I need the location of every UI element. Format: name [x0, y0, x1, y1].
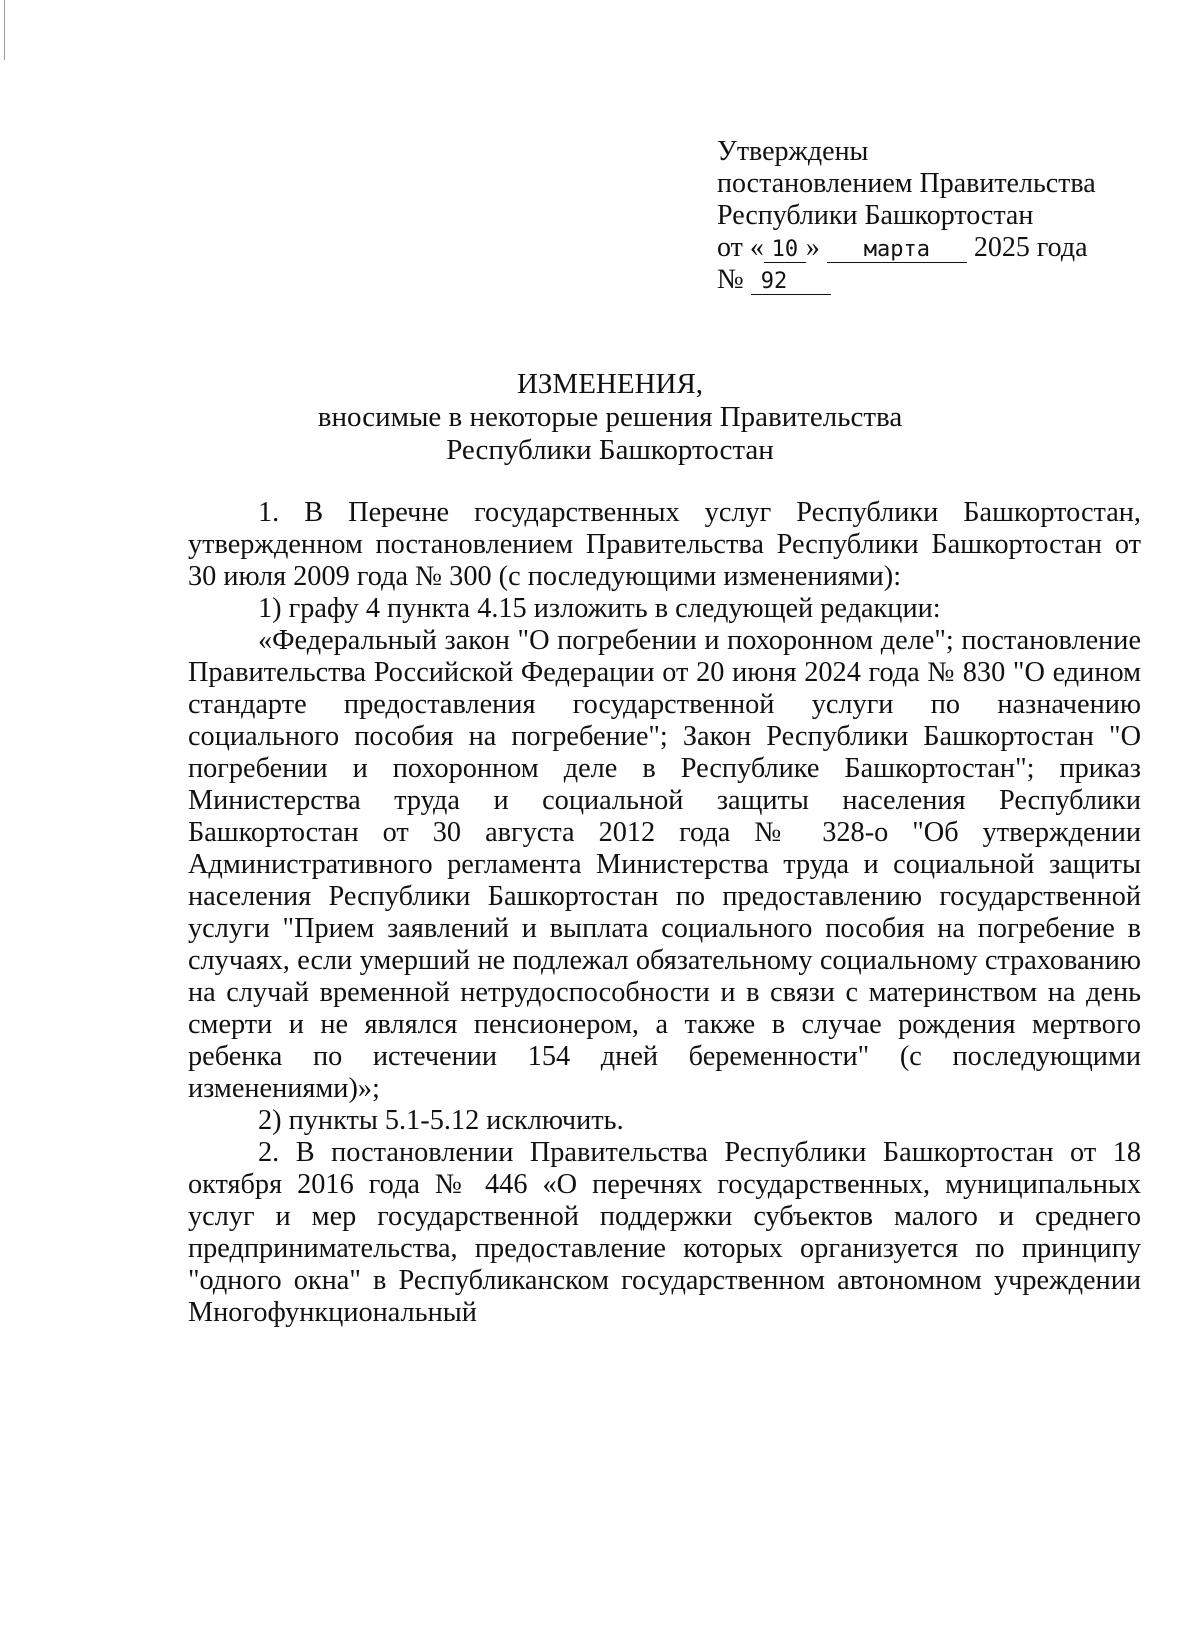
document-heading: ИЗМЕНЕНИЯ, — [516, 368, 704, 400]
scan-edge-line — [4, 0, 5, 60]
paragraph-item-1: 1. В Перечне государственных услуг Республики Башкортостан, утвержденном постановлением Правительства Республики Башкортостан от 30 июля 2009 года № 300 (с последующими изменениями): — [188, 497, 1141, 592]
date-month-field: марта — [827, 238, 967, 263]
approval-line-3: Республики Башкортостан — [717, 200, 1034, 231]
approval-number-line — [717, 264, 1157, 296]
approval-line-2: постановлением Правительства — [717, 168, 1096, 199]
date-year: 2025 года — [973, 232, 1088, 263]
paragraph-subitem-2: 2) пункты 5.1-5.12 исключить. — [258, 1105, 624, 1136]
date-day-field: 10 — [764, 238, 806, 263]
number-field: 92 — [751, 270, 831, 295]
approval-line-1: Утверждены — [717, 136, 869, 167]
date-prefix: от « — [717, 232, 764, 263]
document-body — [188, 497, 1141, 1329]
approval-date-line — [717, 232, 1157, 264]
date-mid: » — [805, 232, 820, 263]
paragraph-item-2: 2. В постановлении Правительства Республики Башкортостан от 18 октября 2016 года № 446 «О перечнях государственных, муниципальных услуг и мер государственной поддержки субъектов малого и среднего предпринимательства, предоставление которых организуется по принципу "одного окна" в Республиканском государственном автономном учреждении Многофункциональный — [188, 1137, 1141, 1328]
approval-stamp-block — [717, 136, 1157, 296]
document-subtitle-line-1: вносимые в некоторые решения Правительства — [317, 401, 903, 433]
document-title-block — [300, 368, 920, 467]
paragraph-quoted-text: «Федеральный закон "О погребении и похоронном деле"; постановление Правительства Российской Федерации от 20 июня 2024 года № 830 "О едином стандарте предоставления государственной услуги по назначению социального пособия на погребение"; Закон Республики Башкортостан "О погребении и похоронном деле в Республике Башкортостан"; приказ Министерства труда и социальной защиты населения Республики Башкортостан от 30 августа 2012 года № 328-о "Об утверждении Административного регламента Министерства труда и социальной защиты населения Республики Башкортостан по предоставлению государственной услуги "Прием заявлений и выплата социального пособия на погребение в случаях, если умерший не подлежал обязательному социальному страхованию на случай временной нетрудоспособности и в связи с материнством на день смерти и не являлся пенсионером, а также в случае рождения мертвого ребенка по истечении 154 дней беременности" (с последующими изменениями)»; — [188, 625, 1141, 1104]
paragraph-subitem-1: 1) графу 4 пункта 4.15 изложить в следующей редакции: — [258, 593, 941, 624]
number-prefix: № — [717, 264, 744, 295]
document-subtitle-line-2: Республики Башкортостан — [446, 434, 774, 466]
